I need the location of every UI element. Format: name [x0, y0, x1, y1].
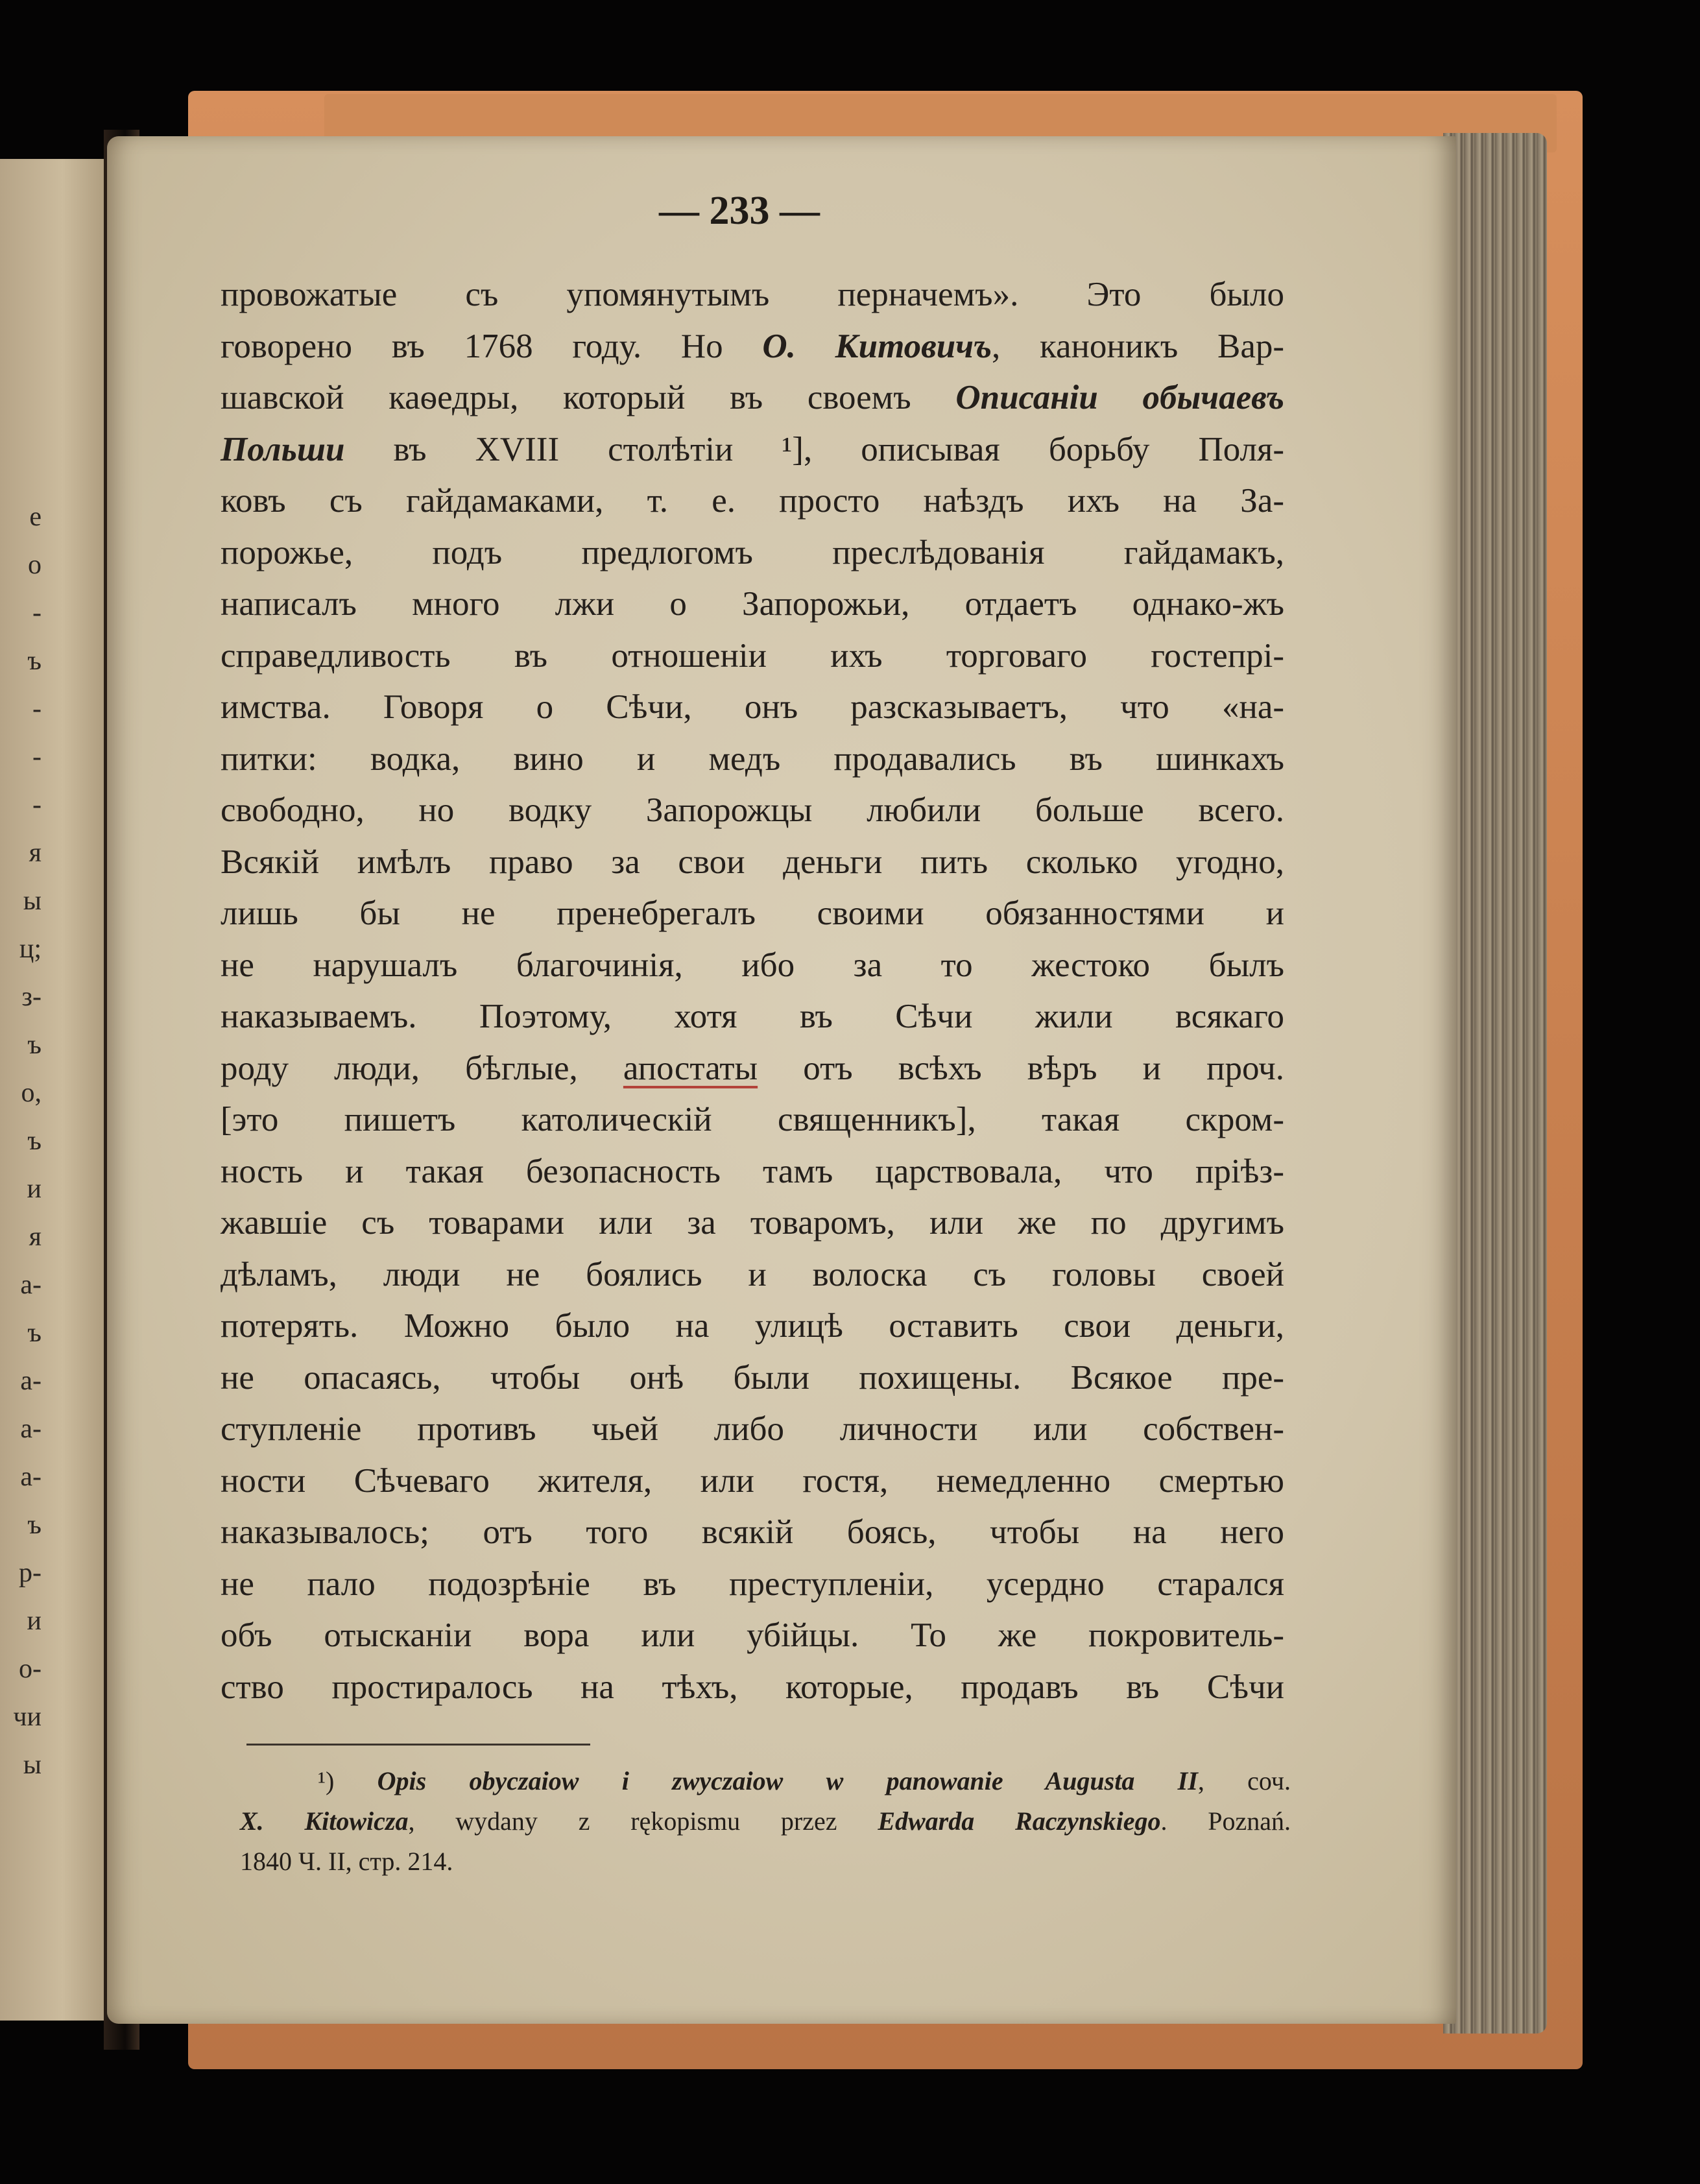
- text-line: роду люди, бѣглые, апостаты отъ всѣхъ вѣръ и проч.: [221, 1049, 1284, 1087]
- text-line: говорено въ 1768 году. Но О. Китовичъ, каноникъ Вар-: [221, 327, 1284, 365]
- text-line: не нарушалъ благочинія, ибо за то жестоко былъ: [221, 946, 1284, 984]
- margin-fragment: ъ: [27, 646, 42, 676]
- text-line: ступленіе противъ чьей либо личности или собствен-: [221, 1410, 1284, 1448]
- book-title-cont: Польши: [221, 430, 345, 468]
- page-number: — 233 —: [659, 189, 820, 233]
- text-line: объ отысканіи вора или убійцы. То же покровитель-: [221, 1616, 1284, 1654]
- margin-fragment: а-: [20, 1462, 42, 1492]
- margin-fragment: ъ: [27, 1510, 42, 1540]
- margin-fragment: и: [27, 1606, 42, 1636]
- margin-fragment: -: [32, 790, 42, 820]
- text-line: ковъ съ гайдамаками, т. е. просто наѣздъ ихъ на За-: [221, 482, 1284, 520]
- text-line: ство простиралось на тѣхъ, которые, продавъ въ Сѣчи: [221, 1668, 1284, 1706]
- margin-fragment: о: [28, 550, 42, 580]
- margin-fragment: е: [29, 502, 42, 532]
- page-edges: [1443, 133, 1547, 2034]
- text-line: [это пишетъ католическій священникъ], такая скром-: [221, 1101, 1284, 1138]
- text-line: свободно, но водку Запорожцы любили больше всего.: [221, 791, 1284, 829]
- text-line: имства. Говоря о Сѣчи, онъ разсказываетъ, что «на-: [221, 688, 1284, 726]
- footnote-line: ¹) Opis obyczaiow i zwyczaiow w panowanie Augusta II, соч.: [318, 1766, 1291, 1795]
- margin-fragment: о,: [21, 1078, 42, 1108]
- margin-fragment: и: [27, 1174, 42, 1204]
- text-line: порожье, подъ предлогомъ преслѣдованія гайдамакъ,: [221, 533, 1284, 571]
- text-line: наказывалось; отъ того всякій боясь, чтобы на него: [221, 1513, 1284, 1551]
- margin-fragment: -: [32, 742, 42, 772]
- margin-fragment: -: [32, 598, 42, 628]
- footnote-line: X. Kitowicza, wydany z rękopismu przez Edwarda Raczynskiego. Poznań.: [240, 1806, 1291, 1836]
- margin-fragment: о-: [19, 1654, 42, 1684]
- author-name: О. Китовичъ: [762, 327, 992, 365]
- text-line: наказываемъ. Поэтому, хотя въ Сѣчи жили всякаго: [221, 998, 1284, 1035]
- left-page-margin-text: [0, 493, 45, 1789]
- margin-fragment: -: [32, 694, 42, 724]
- footnote: [240, 1761, 1291, 1882]
- text-line: Польши въ XVIII столѣтіи ¹], описывая борьбу Поля-: [221, 430, 1284, 468]
- text-line: дѣламъ, люди не боялись и волоска съ головы своей: [221, 1255, 1284, 1293]
- margin-fragment: чи: [13, 1702, 42, 1732]
- margin-fragment: ц;: [19, 934, 42, 964]
- margin-fragment: ы: [23, 1750, 42, 1780]
- footnote-divider: [246, 1744, 590, 1746]
- text-line: лишь бы не пренебрегалъ своими обязанностями и: [221, 894, 1284, 932]
- text-line: справедливость въ отношеніи ихъ торговаго гостепрі-: [221, 636, 1284, 675]
- margin-fragment: а-: [20, 1270, 42, 1300]
- footnote-line: 1840 Ч. II, стр. 214.: [240, 1847, 453, 1876]
- text-line: не опасаясь, чтобы онѣ были похищены. Всякое пре-: [221, 1358, 1284, 1397]
- margin-fragment: а-: [20, 1414, 42, 1444]
- margin-fragment: ъ: [27, 1126, 42, 1156]
- text-line: питки: водка, вино и медъ продавались въ шинкахъ: [221, 739, 1284, 778]
- text-line: ности Сѣчеваго жителя, или гостя, немедленно смертью: [221, 1461, 1284, 1500]
- margin-fragment: а-: [20, 1366, 42, 1396]
- text-line: не пало подозрѣніе въ преступленіи, усердно старался: [221, 1565, 1284, 1603]
- underlined-word: апостаты: [623, 1049, 758, 1087]
- text-line: шавской каѳедры, который въ своемъ Описаніи обычаевъ: [221, 379, 1285, 416]
- book-title: Описаніи обычаевъ: [955, 379, 1285, 416]
- margin-fragment: ъ: [27, 1318, 42, 1348]
- text-line: написалъ много лжи о Запорожьи, отдаетъ однако-жъ: [221, 585, 1284, 623]
- margin-fragment: ы: [23, 886, 42, 916]
- text-line: ность и такая безопасность тамъ царствовала, что пріѣз-: [221, 1152, 1284, 1190]
- text-line: провожатые съ упомянутымъ перначемъ». Это было: [221, 276, 1284, 313]
- margin-fragment: ъ: [27, 1030, 42, 1060]
- margin-fragment: я: [29, 838, 42, 868]
- margin-fragment: р-: [19, 1558, 42, 1588]
- text-line: потерять. Можно было на улицѣ оставить свои деньги,: [221, 1307, 1284, 1345]
- margin-fragment: з-: [21, 982, 42, 1012]
- body-text: [221, 269, 1284, 1713]
- text-line: жавшіе съ товарами или за товаромъ, или же по другимъ: [221, 1204, 1284, 1242]
- margin-fragment: я: [29, 1222, 42, 1252]
- text-line: Всякій имѣлъ право за свои деньги пить сколько угодно,: [221, 843, 1284, 881]
